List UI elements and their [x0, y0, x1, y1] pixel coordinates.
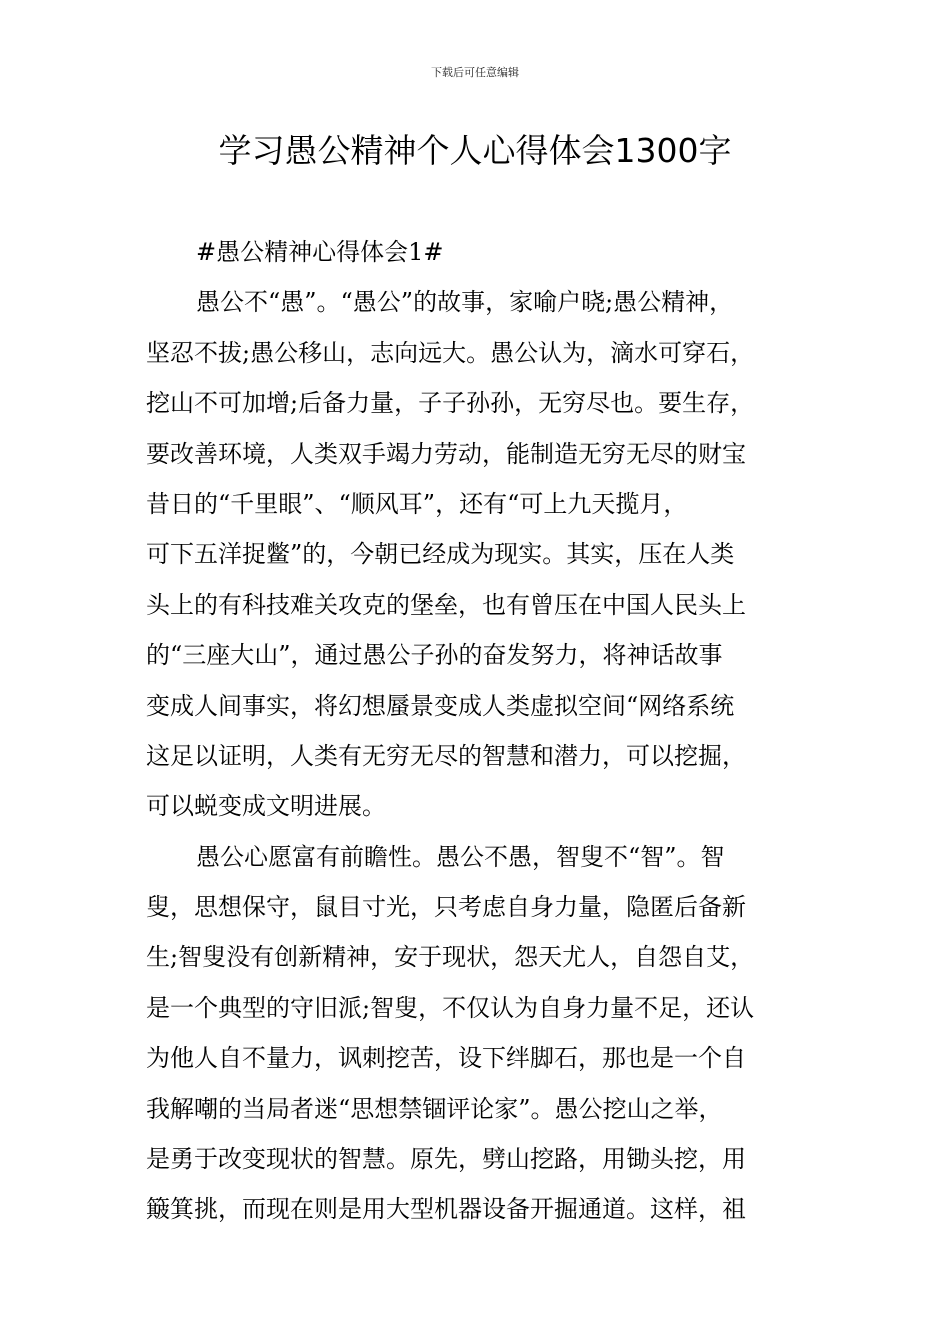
paragraph-line: 可以蜕变成文明进展。 — [146, 792, 386, 821]
paragraph-line: 我解嘲的当局者迷“思想禁锢评论家”。愚公挖山之举， — [146, 1094, 723, 1123]
paragraph-line: 挖山不可加增;后备力量，子子孙孙，无穷尽也。要生存， — [146, 389, 755, 418]
paragraph-line: 要改善环境，人类双手竭力劳动，能制造无穷无尽的财宝 — [146, 439, 746, 468]
section-heading: #愚公精神心得体会1# — [196, 238, 444, 266]
paragraphs — [146, 277, 806, 1234]
paragraph-line: 可下五洋捉鳖”的，今朝已经成为现实。其实，压在人类 — [146, 540, 735, 569]
document-body — [146, 227, 806, 1235]
paragraph-line: 生;智叟没有创新精神，安于现状，怨天尤人，自怨自艾， — [146, 943, 755, 972]
document-title: 学习愚公精神个人心得体会1300字 — [218, 131, 732, 170]
paragraph-line: 簸箕挑，而现在则是用大型机器设备开掘通道。这样，祖 — [146, 1195, 746, 1224]
paragraph-line: 为他人自不量力，讽刺挖苦，设下绊脚石，那也是一个自 — [146, 1044, 746, 1073]
paragraph-line: 昔日的“千里眼”、“顺风耳”，还有“可上九天揽月， — [146, 489, 688, 518]
header-note: 下载后可任意编辑 — [431, 66, 519, 79]
paragraph-line: 的“三座大山”，通过愚公子孙的奋发努力，将神话故事 — [146, 641, 723, 670]
paragraph-line: 是一个典型的守旧派;智叟，不仅认为自身力量不足，还认 — [146, 993, 755, 1022]
paragraph-line: 这足以证明，人类有无穷无尽的智慧和潜力，可以挖掘， — [146, 741, 746, 770]
paragraph — [146, 277, 806, 831]
paragraph-line: 变成人间事实，将幻想蜃景变成人类虚拟空间“网络系统 — [146, 691, 735, 720]
paragraph-line: 愚公心愿富有前瞻性。愚公不愚，智叟不“智”。智 — [196, 842, 725, 871]
paragraph-line: 叟，思想保守，鼠目寸光，只考虑自身力量，隐匿后备新 — [146, 893, 746, 922]
paragraph-line: 是勇于改变现状的智慧。原先，劈山挖路，用锄头挖，用 — [146, 1145, 746, 1174]
paragraph-line: 头上的有科技难关攻克的堡垒，也有曾压在中国人民头上 — [146, 590, 746, 619]
paragraph-line: 坚忍不拔;愚公移山，志向远大。愚公认为，滴水可穿石， — [146, 338, 755, 367]
paragraph — [146, 832, 806, 1235]
paragraph-line: 愚公不“愚”。“愚公”的故事，家喻户晓;愚公精神， — [196, 288, 734, 317]
